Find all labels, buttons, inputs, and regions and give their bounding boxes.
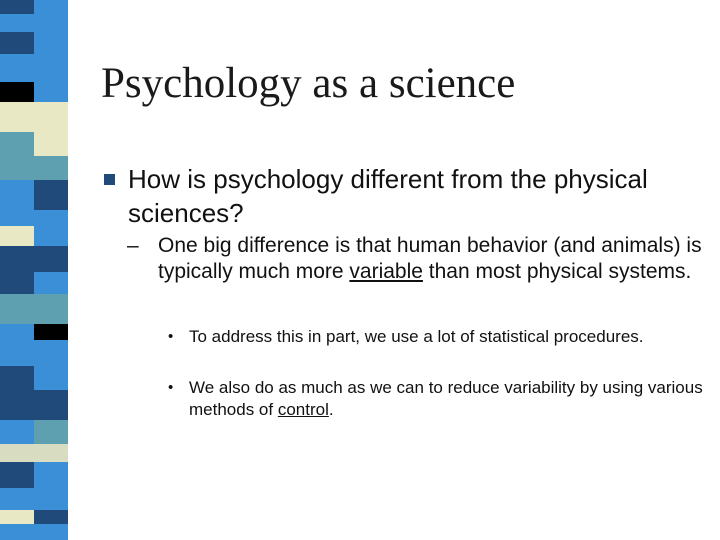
stripe-block: [0, 82, 34, 102]
stripe-block: [0, 32, 34, 54]
stripe-block: [0, 366, 34, 390]
text-segment: To address this in part, we use a lot of statistical procedures.: [189, 327, 644, 346]
stripe-block: [34, 272, 68, 294]
stripe-block: [0, 444, 68, 462]
stripe-block: [34, 82, 68, 102]
dash-marker: –: [127, 234, 139, 257]
stripe-block: [0, 462, 34, 488]
stripe-block: [34, 324, 68, 340]
text-segment: One big difference is that human behavior (and animals) is typically much more: [158, 234, 702, 283]
stripe-block: [0, 156, 68, 180]
stripe-block: [0, 340, 68, 366]
stripe-block: [34, 226, 68, 246]
stripe-block: [0, 0, 34, 14]
stripe-block: [0, 488, 68, 510]
bullet-level3: [189, 377, 709, 421]
stripe-block: [0, 14, 68, 32]
dot-marker: •: [168, 328, 174, 345]
bullet-level3: [189, 326, 709, 348]
decorative-stripe: [0, 0, 68, 540]
stripe-block: [0, 420, 34, 444]
stripe-block: [0, 132, 34, 156]
stripe-block: [34, 366, 68, 390]
square-bullet-icon: [104, 174, 115, 185]
stripe-block: [34, 0, 68, 14]
stripe-block: [0, 210, 68, 226]
stripe-block: [34, 462, 68, 488]
emphasized-word: variable: [349, 260, 423, 283]
emphasized-word: control: [277, 400, 329, 419]
stripe-block: [0, 180, 34, 210]
bullet-level2: [158, 233, 718, 285]
stripe-block: [34, 510, 68, 524]
dot-marker: •: [168, 379, 174, 396]
stripe-block: [0, 294, 68, 324]
stripe-block: [0, 390, 68, 420]
stripe-block: [0, 102, 68, 132]
text-segment: than most physical systems.: [422, 260, 692, 283]
stripe-block: [34, 180, 68, 210]
stripe-block: [34, 420, 68, 444]
text-segment: .: [328, 400, 334, 419]
stripe-block: [0, 272, 34, 294]
stripe-block: [0, 226, 34, 246]
bullet-level1: How is psychology different from the physical sciences?: [128, 164, 648, 228]
stripe-block: [0, 324, 34, 340]
stripe-block: [34, 32, 68, 54]
stripe-block: [0, 246, 68, 272]
text-segment: We also do as much as we can to reduce variability by using various methods of: [189, 378, 703, 419]
stripe-block: [0, 524, 68, 540]
stripe-block: [0, 54, 68, 82]
slide-title: Psychology as a science: [101, 60, 516, 107]
stripe-block: [0, 510, 34, 524]
stripe-block: [34, 132, 68, 156]
